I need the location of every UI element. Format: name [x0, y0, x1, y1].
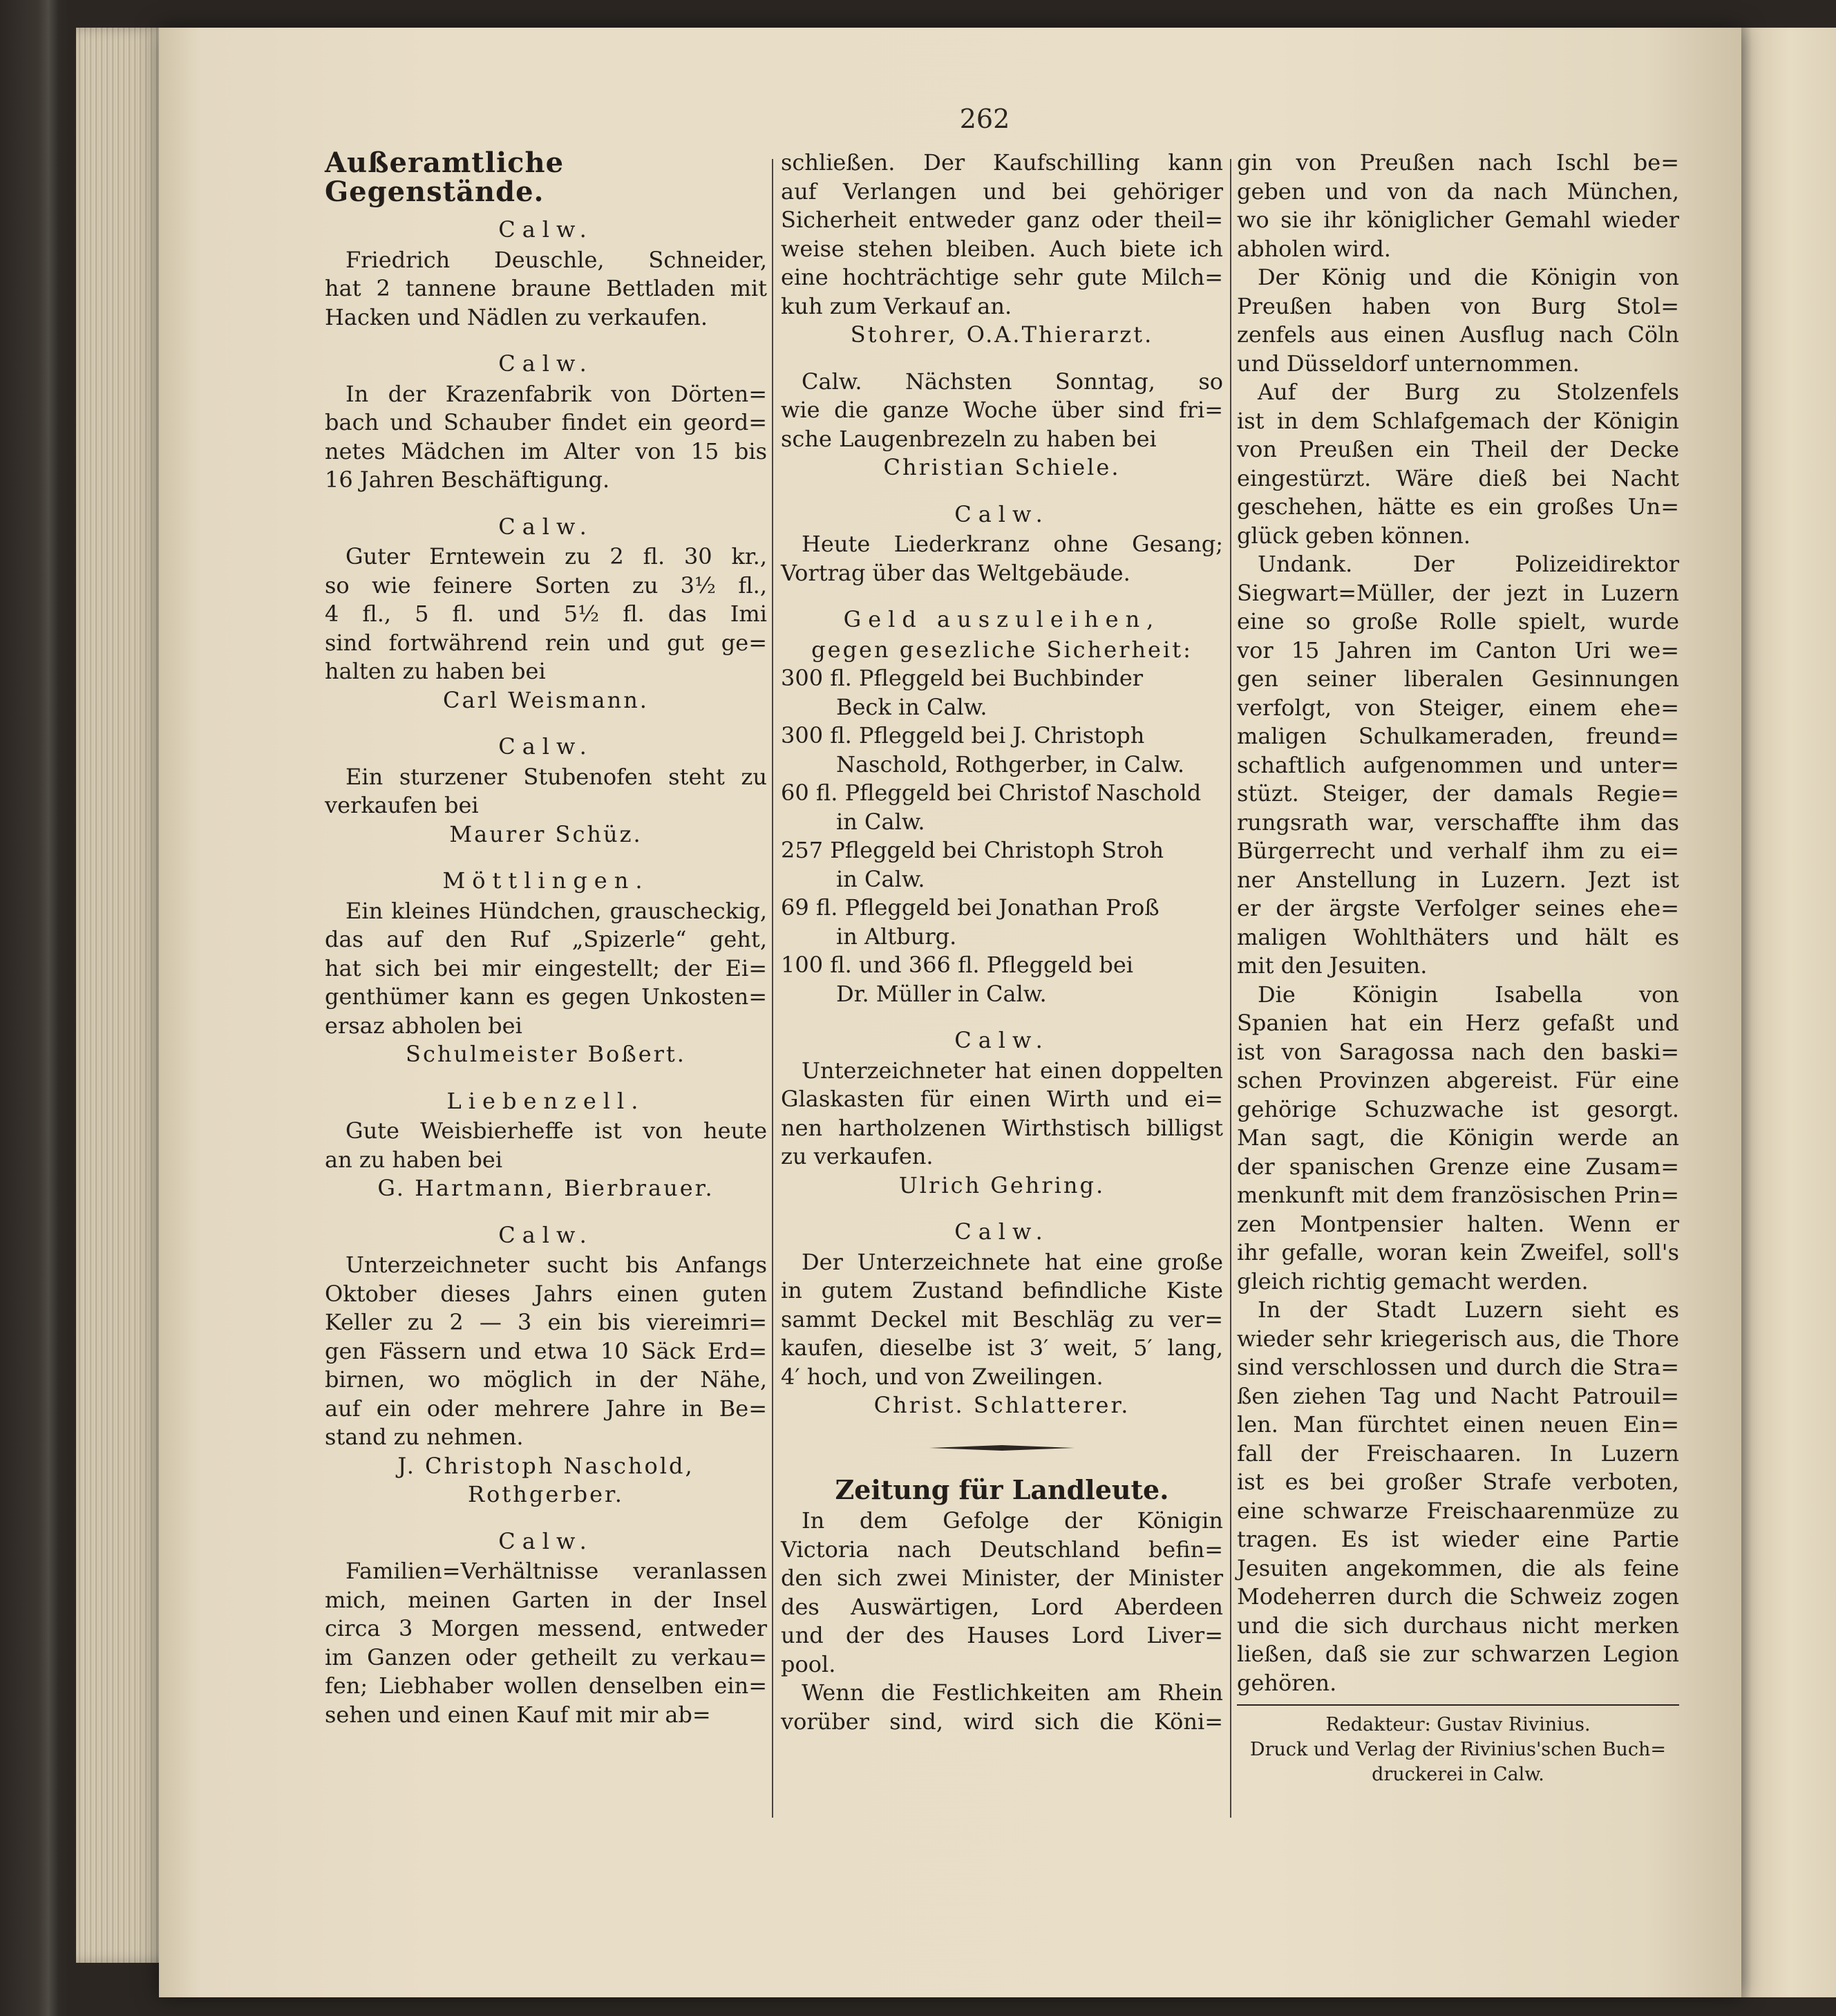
loan-item-cont: in Altburg. [836, 923, 957, 950]
news-text-line: und der des Hauses Lord Liver= [781, 1622, 1223, 1648]
news-text-line: maligen Schulkameraden, freund= [1237, 723, 1679, 749]
loan-item: 300 fl. Pfleggeld bei Buchbinder [781, 665, 1144, 691]
ad-block [325, 867, 767, 1069]
news-text-line: Bürgerrecht und verhalf ihm zu ei= [1237, 838, 1679, 864]
news-text-line: ist es bei großer Strafe verboten, [1237, 1469, 1679, 1495]
ad-text-line: sche Laugenbrezeln zu haben bei [781, 425, 1157, 452]
ad-text-line: Friedrich Deuschle, Schneider, [346, 246, 767, 273]
news-text-line: Jesuiten angekommen, die als feine [1237, 1554, 1679, 1581]
news-text-line: wo sie ihr königlicher Gemahl wieder [1237, 207, 1679, 233]
news-text-line: maligen Wohlthäters und hält es [1237, 923, 1679, 950]
ad-place: Calw. [954, 500, 1050, 527]
next-page-edge [1734, 28, 1836, 1997]
news-text-line: ließen, daß sie zur schwarzen Legion [1237, 1641, 1679, 1667]
ad-text-line: hat sich bei mir eingestellt; der Ei= [325, 954, 767, 981]
column-3-content [1237, 149, 1679, 1697]
ad-text-line: sammt Deckel mit Beschläg zu ver= [781, 1306, 1223, 1332]
ad-block [781, 500, 1223, 588]
news-text-line: ist in dem Schlafgemach der Königin [1237, 407, 1679, 434]
loan-item: 300 fl. Pfleggeld bei J. Christoph [781, 722, 1145, 748]
newspaper-section [781, 1473, 1223, 1737]
ad-text-line: Ein sturzener Stubenofen steht zu [346, 763, 767, 790]
ad-text-line: sehen und einen Kauf mit mir ab= [325, 1701, 711, 1728]
news-text-line: Der König und die Königin von [1258, 264, 1679, 290]
ad-continuation [781, 149, 1223, 350]
ad-text-line: Unterzeichneter sucht bis Anfangs [346, 1252, 767, 1278]
ad-text-line: bach und Schauber findet ein geord= [325, 409, 767, 435]
news-text-line: Spanien hat ein Herz gefaßt und [1237, 1010, 1679, 1036]
ad-text-line: verkaufen bei [325, 792, 479, 818]
ornament-rule [929, 1445, 1075, 1451]
ad-signature: Christ. Schlatterer. [873, 1392, 1130, 1418]
ad-signature: Schulmeister Boßert. [406, 1041, 686, 1067]
news-text-line: Auf der Burg zu Stolzenfels [1258, 379, 1679, 405]
ad-place: Calw. [498, 1221, 594, 1248]
ad-text-line: mich, meinen Garten in der Insel [325, 1586, 767, 1613]
loan-item-cont: in Calw. [836, 808, 925, 835]
column-3 [1237, 149, 1679, 1787]
news-text-line: vorüber sind, wird sich die Köni= [781, 1708, 1223, 1735]
news-text-line: eingestürzt. Wäre dieß bei Nacht [1237, 464, 1679, 491]
news-text-line: vor 15 Jahren im Canton Uri we= [1237, 637, 1679, 663]
column-1 [325, 149, 767, 1747]
ad-text-line: Oktober dieses Jahrs einen guten [325, 1280, 767, 1307]
ad-signature: Maurer Schüz. [449, 820, 643, 847]
loan-item-cont: Naschold, Rothgerber, in Calw. [836, 751, 1185, 778]
news-text-line: len. Man fürchtet einen neuen Ein= [1237, 1411, 1679, 1438]
ad-text-line: gen Fässern und etwa 10 Säck Erd= [325, 1337, 767, 1364]
imprint-editor: Redakteur: Gustav Rivinius. [1325, 1714, 1591, 1735]
ad-text-line: Ein kleines Hündchen, grauscheckig, [346, 897, 767, 924]
ad-place: Calw. [498, 1527, 594, 1554]
imprint-place: druckerei in Calw. [1372, 1764, 1544, 1785]
ad-block [781, 1218, 1223, 1420]
ad-text-line: In der Krazenfabrik von Dörten= [346, 380, 767, 407]
ad-block [781, 1026, 1223, 1200]
ad-place: Calw. [498, 513, 594, 540]
ad-signature: Carl Weismann. [443, 686, 649, 713]
ad-text-line: Calw. Nächsten Sonntag, so [802, 368, 1223, 395]
ad-signature-title: Rothgerber. [468, 1481, 624, 1507]
news-text-line: eine schwarze Freischaarenmüze zu [1237, 1497, 1679, 1524]
section-heading: Außeramtliche Gegenstände. [325, 147, 565, 208]
ad-text-line: so wie feinere Sorten zu 3½ fl., [325, 572, 767, 599]
news-text-line: verfolgt, von Steiger, einem ehe= [1237, 694, 1679, 721]
ad-text-line: Glaskasten für einen Wirth und ei= [781, 1086, 1223, 1112]
column-rule [1230, 159, 1231, 1818]
news-text-line: und die sich durchaus nicht merken [1237, 1612, 1679, 1639]
news-text-line: zenfels aus einen Ausflug nach Cöln [1237, 321, 1679, 348]
ad-place: Möttlingen. [442, 867, 650, 894]
news-text-line: Preußen haben von Burg Stol= [1237, 292, 1679, 319]
ad-signature: Ulrich Gehring. [898, 1171, 1106, 1198]
news-text-line: gehörige Schuzwache ist gesorgt. [1237, 1095, 1679, 1122]
news-text-line: glück geben können. [1237, 522, 1471, 549]
ad-list [325, 216, 767, 1729]
loan-item: 69 fl. Pfleggeld bei Jonathan Proß [781, 894, 1160, 921]
news-text-line: ist von Saragossa nach den baski= [1237, 1038, 1679, 1065]
column-2-content [781, 149, 1223, 1736]
ad-text-line: stand zu nehmen. [325, 1424, 524, 1450]
news-text-line: abholen wird. [1237, 235, 1391, 262]
news-text-line: zen Montpensier halten. Wenn er [1237, 1210, 1679, 1237]
ad-block [325, 1527, 767, 1730]
ad-text-line: auf Verlangen und bei gehöriger [781, 178, 1223, 205]
ad-text-line: Familien=Verhältnisse veranlassen [346, 1558, 767, 1584]
ad-text-line: wie die ganze Woche über sind fri= [781, 397, 1223, 423]
news-text-line: ner Anstellung in Luzern. Jezt ist [1237, 866, 1679, 893]
ad-text-line: Sicherheit entweder ganz oder theil= [781, 207, 1223, 233]
news-text-line: ßen ziehen Tag und Nacht Patrouil= [1237, 1382, 1679, 1409]
column-2 [781, 149, 1223, 1754]
ad-text-line: 4′ hoch, und von Zweilingen. [781, 1363, 1104, 1390]
news-text-line: mit den Jesuiten. [1237, 952, 1428, 979]
news-text-line: menkunft mit dem französischen Prin= [1237, 1182, 1679, 1208]
news-text-line: In dem Gefolge der Königin [802, 1507, 1223, 1534]
news-text-line: geschehen, hätte es ein großes Un= [1237, 493, 1679, 520]
news-text-line: Man sagt, die Königin werde an [1237, 1124, 1679, 1151]
ad-signature: Stohrer, O.A.Thierarzt. [850, 321, 1154, 348]
news-text-line: fall der Freischaaren. In Luzern [1237, 1440, 1679, 1467]
ad-text-line: sind fortwährend rein und gut ge= [325, 629, 767, 656]
ad-text-line: kuh zum Verkauf an. [781, 292, 1012, 319]
newspaper-title: Zeitung für Landleute. [835, 1473, 1169, 1505]
ad-text-line: nen hartholzenen Wirthstisch billigst [781, 1114, 1223, 1141]
ad-block [781, 368, 1223, 482]
ad-block [325, 1087, 767, 1203]
ad-text-line: an zu haben bei [325, 1146, 503, 1173]
ad-place: Calw. [498, 733, 594, 760]
ad-block [325, 350, 767, 495]
news-text-line: von Preußen ein Theil der Decke [1237, 436, 1679, 462]
ad-signature: G. Hartmann, Bierbrauer. [377, 1175, 714, 1201]
news-text-line: eine so große Rolle spielt, wurde [1237, 608, 1679, 634]
ad-text-line: in gutem Zustand befindliche Kiste [781, 1277, 1223, 1303]
loan-item-cont: Beck in Calw. [836, 693, 987, 720]
ad-text-line: circa 3 Morgen messend, entweder [325, 1615, 767, 1641]
loan-item-cont: Dr. Müller in Calw. [836, 980, 1047, 1007]
news-text-line: sind verschlossen und durch die Stra= [1237, 1354, 1679, 1380]
ad-signature: Christian Schiele. [883, 454, 1121, 480]
news-text-line: schaftlich aufgenommen und unter= [1237, 751, 1679, 778]
ad-text-line: 16 Jahren Beschäftigung. [325, 467, 610, 493]
ad-place: Liebenzell. [446, 1087, 645, 1114]
ad-text-line: birnen, wo möglich in der Nähe, [325, 1366, 767, 1393]
loan-title: Geld auszuleihen, [843, 606, 1161, 632]
ad-place: Calw. [954, 1027, 1050, 1053]
ad-text-line: Hacken und Nädlen zu verkaufen. [325, 303, 708, 330]
ad-text-line: eine hochträchtige sehr gute Milch= [781, 264, 1223, 290]
ad-text-line: Der Unterzeichnete hat eine große [802, 1248, 1223, 1275]
ad-block [325, 733, 767, 849]
ad-text-line: schließen. Der Kaufschilling kann [781, 149, 1223, 176]
ad-place: Calw. [954, 1218, 1050, 1245]
news-text-line: pool. [781, 1650, 836, 1677]
ad-block [325, 216, 767, 332]
ad-text-line: ersaz abholen bei [325, 1012, 522, 1039]
ad-text-line: halten zu haben bei [325, 658, 546, 684]
news-text-line: tragen. Es ist wieder eine Partie [1237, 1526, 1679, 1552]
news-text-line: In der Stadt Luzern sieht es [1258, 1297, 1679, 1323]
ad-text-line: im Ganzen oder getheilt zu verkau= [325, 1643, 767, 1670]
footer-rule [1237, 1704, 1679, 1706]
ad-text-line: Gute Weisbierheffe ist von heute [346, 1118, 767, 1144]
news-text-line: gehören. [1237, 1669, 1337, 1696]
ad-text-line: zu verkaufen. [781, 1143, 934, 1169]
ad-block [325, 1221, 767, 1509]
loan-item: 100 fl. und 366 fl. Pfleggeld bei [781, 952, 1134, 978]
loan-subtitle: gegen gesezliche Sicherheit: [811, 636, 1193, 663]
ad-text-line: weise stehen bleiben. Auch biete ich [781, 235, 1223, 262]
news-text-line: Victoria nach Deutschland befin= [781, 1536, 1223, 1563]
news-text-line: Modeherren durch die Schweiz zogen [1237, 1583, 1679, 1610]
ad-text-line: Guter Erntewein zu 2 fl. 30 kr., [346, 543, 767, 569]
ad-text-line: Vortrag über das Weltgebäude. [781, 559, 1130, 586]
imprint-printer: Druck und Verlag der Rivinius'schen Buch= [1249, 1739, 1667, 1760]
news-text-line: Undank. Der Polizeidirektor [1258, 551, 1679, 577]
loan-item: 257 Pfleggeld bei Christoph Stroh [781, 837, 1164, 863]
news-text-line: Wenn die Festlichkeiten am Rhein [802, 1679, 1223, 1706]
news-text-line: wieder sehr kriegerisch aus, die Thore [1237, 1325, 1679, 1352]
ad-text-line: das auf den Ruf „Spizerle“ geht, [325, 926, 767, 952]
news-text-line: Siegwart=Müller, der jezt in Luzern [1237, 579, 1679, 606]
news-text-line: Die Königin Isabella von [1258, 981, 1679, 1008]
news-text-line: ihr gefalle, woran kein Zweifel, soll's [1237, 1239, 1679, 1265]
ad-text-line: auf ein oder mehrere Jahre in Be= [325, 1395, 767, 1422]
ad-text-line: Unterzeichneter hat einen doppelten [802, 1057, 1223, 1084]
loan-item-cont: in Calw. [836, 865, 925, 892]
ad-text-line: hat 2 tannene braune Bettladen mit [325, 275, 767, 301]
ad-signature: J. Christoph Naschold, [397, 1452, 694, 1479]
ad-place: Calw. [498, 350, 594, 377]
ad-text-line: genthümer kann es gegen Unkosten= [325, 983, 767, 1010]
loan-block [781, 605, 1223, 1008]
news-text-line: des Auswärtigen, Lord Aberdeen [781, 1593, 1223, 1620]
ad-text-line: 4 fl., 5 fl. und 5½ fl. das Imi [325, 601, 767, 627]
ad-text-line: fen; Liebhaber wollen denselben ein= [325, 1673, 767, 1699]
news-text-line: gleich richtig gemacht werden. [1237, 1268, 1589, 1294]
ad-place: Calw. [498, 216, 594, 243]
ad-text-line: netes Mädchen im Alter von 15 bis [325, 437, 767, 464]
news-text-line: gin von Preußen nach Ischl be= [1237, 149, 1679, 176]
ad-text-line: Heute Liederkranz ohne Gesang; [802, 531, 1223, 557]
news-text-line: den sich zwei Minister, der Minister [781, 1565, 1223, 1591]
loan-item: 60 fl. Pfleggeld bei Christof Naschold [781, 780, 1202, 806]
news-text-line: er der ärgste Verfolger seines ehe= [1237, 895, 1679, 921]
news-text-line: der spanischen Grenze eine Zusam= [1237, 1153, 1679, 1180]
ad-block [325, 513, 767, 715]
ad-text-line: Keller zu 2 — 3 ein bis viereimri= [325, 1309, 767, 1335]
news-text-line: gen seiner liberalen Gesinnungen [1237, 666, 1679, 692]
news-text-line: stüzt. Steiger, der damals Regie= [1237, 780, 1679, 807]
news-text-line: rungsrath war, verschaffte ihm das [1237, 809, 1679, 836]
news-text-line: geben und von da nach München, [1237, 178, 1679, 205]
news-text-line: schen Provinzen abgereist. Für eine [1237, 1067, 1679, 1093]
ad-text-line: kaufen, dieselbe ist 3′ weit, 5′ lang, [781, 1335, 1223, 1361]
news-text-line: und Düsseldorf unternommen. [1237, 350, 1580, 377]
page-number: 262 [959, 104, 1010, 134]
column-rule [772, 159, 773, 1818]
